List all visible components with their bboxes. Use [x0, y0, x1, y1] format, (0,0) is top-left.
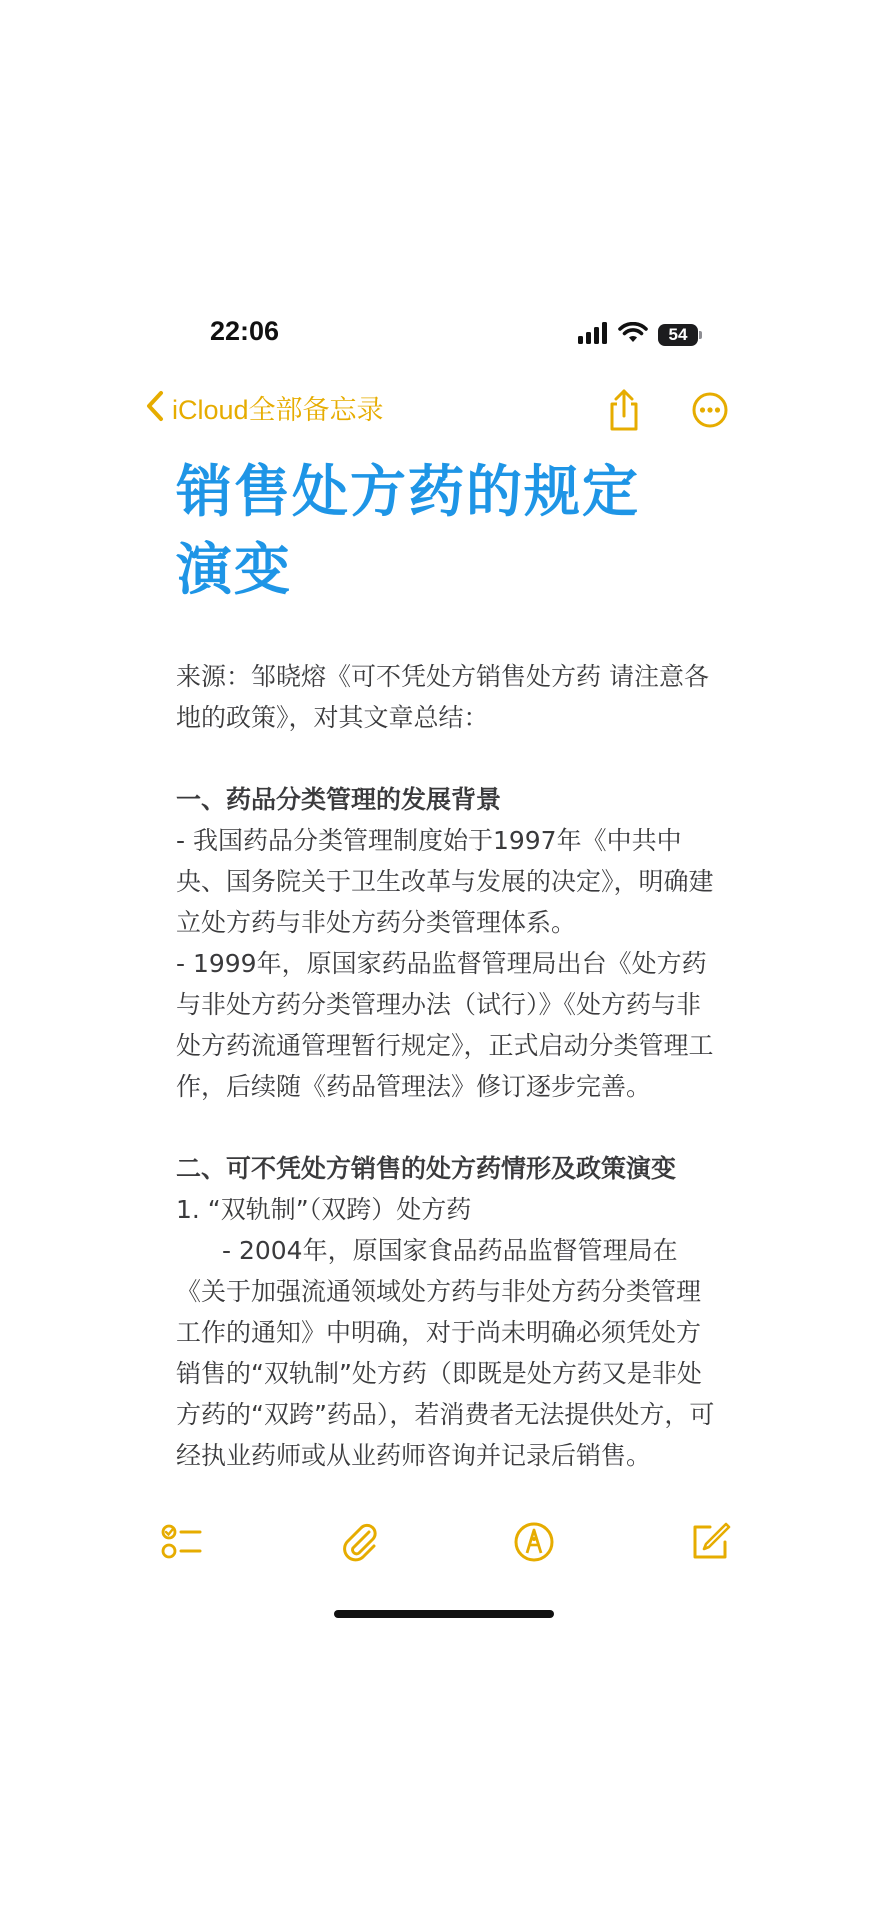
note-title[interactable] [176, 454, 716, 610]
body-paragraph: 来源：邹晓熔《可不凭处方销售处方药 请注意各地的政策》，对其文章总结： [176, 662, 709, 732]
body-paragraph: - 我国药品分类管理制度始于1997年《中共中央、国务院关于卫生改革与发展的决定》，明确建立处方药与非处方药分类管理体系。 [176, 826, 714, 937]
paperclip-icon[interactable] [338, 1520, 382, 1564]
note-title-line-2: 演变 [176, 538, 292, 603]
section-heading: 二、可不凭处方销售的处方药情形及政策演变 [176, 1154, 677, 1183]
nav-bar [0, 388, 886, 434]
note-title-line-1: 销售处方药的规定 [176, 460, 640, 525]
blank-line [176, 1107, 716, 1148]
back-label: iCloud全部备忘录 [172, 395, 384, 425]
markup-pen-icon[interactable] [512, 1520, 556, 1564]
blank-line [176, 738, 716, 779]
status-icons [578, 320, 698, 350]
status-time: 22:06 [210, 316, 280, 346]
more-icon[interactable] [690, 388, 730, 432]
section-heading: 一、药品分类管理的发展背景 [176, 785, 502, 814]
note-header [176, 454, 716, 658]
status-bar [0, 316, 886, 356]
share-icon[interactable] [604, 388, 644, 432]
back-button[interactable] [146, 388, 384, 427]
battery-level: 54 [668, 325, 688, 344]
wifi-icon [618, 322, 648, 348]
bottom-toolbar [0, 1520, 886, 1570]
body-paragraph: - 2004年，原国家食品药品监督管理局在《关于加强流通领域处方药与非处方药分类管理工作的通知》中明确，对于尚未明确必须凭处方销售的“双轨制”处方药（即既是处方药又是非处方药的“双跨”药品），若消费者无法提供处方，可经执业药师或从业药师咨询并记录后销售。 [176, 1236, 715, 1470]
signal-bars-icon [578, 322, 608, 348]
note-body[interactable] [176, 656, 716, 1498]
body-paragraph: 1. “双轨制”（双跨）处方药 [176, 1195, 472, 1224]
battery-icon [658, 324, 698, 346]
body-paragraph: - 1999年，原国家药品监督管理局出台《处方药与非处方药分类管理办法（试行）》《处方药与非处方药流通管理暂行规定》，正式启动分类管理工作，后续随《药品管理法》修订逐步完善。 [176, 949, 714, 1101]
checklist-icon[interactable] [160, 1520, 204, 1564]
compose-icon[interactable] [688, 1520, 732, 1564]
chevron-left-icon [146, 390, 164, 426]
home-indicator[interactable] [334, 1610, 554, 1618]
